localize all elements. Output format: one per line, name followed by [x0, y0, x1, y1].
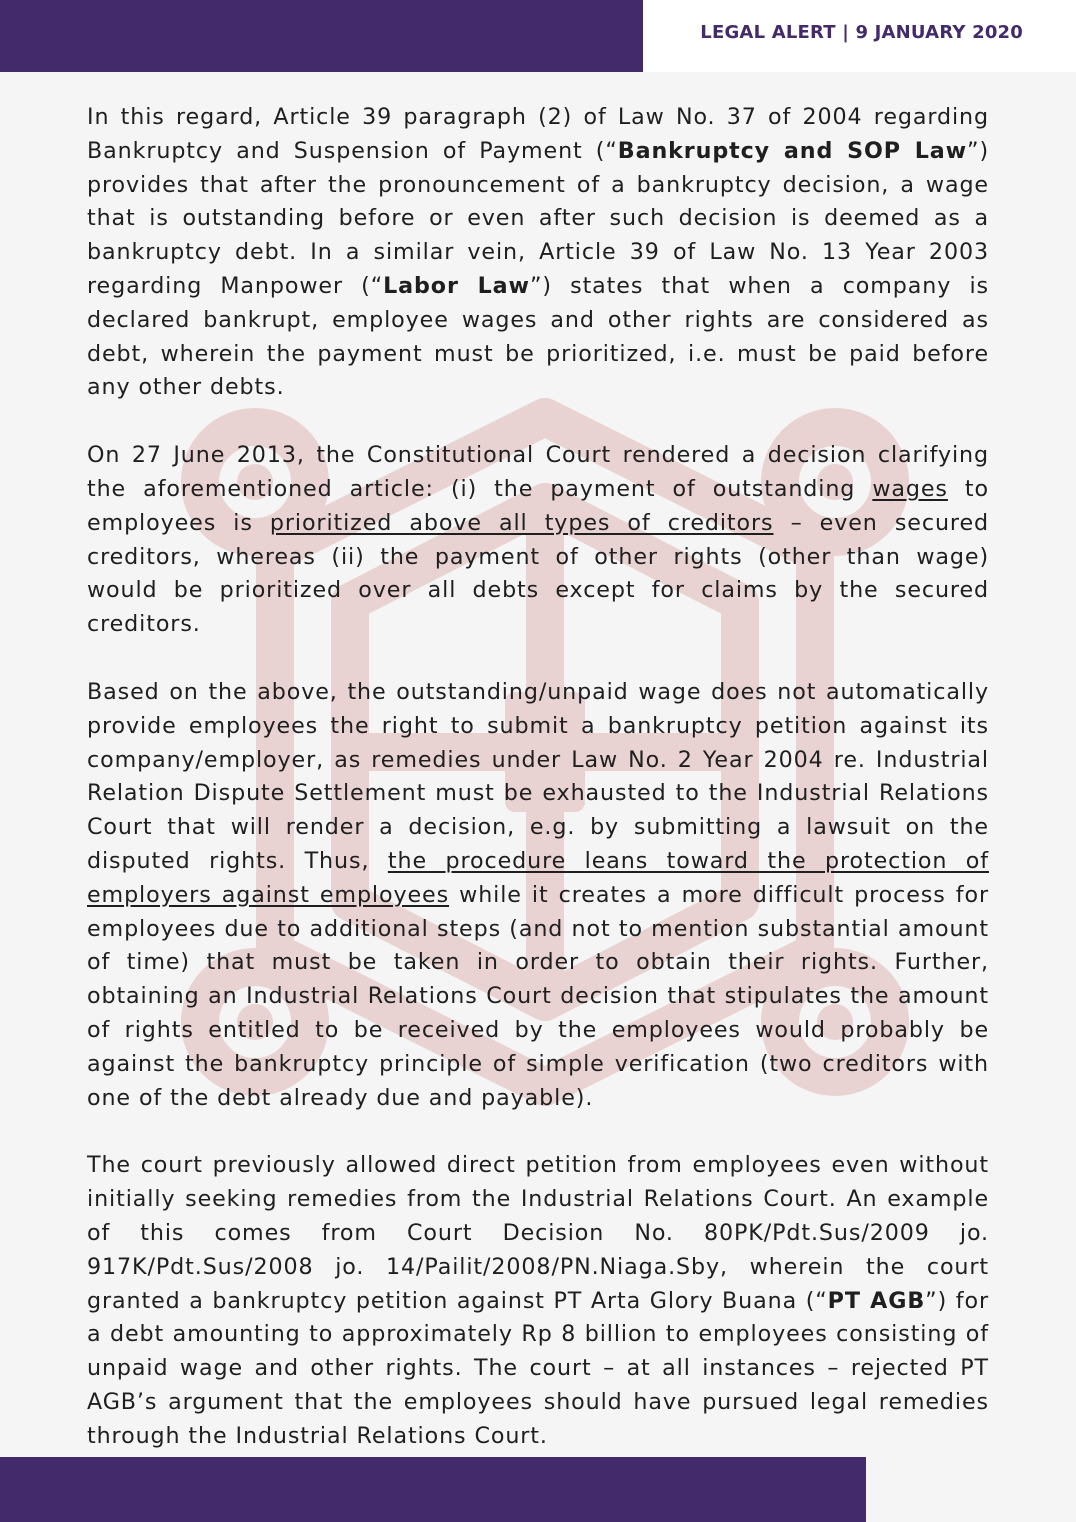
p1-text-e: ”) states that when a company is declared bankrupt, employee wages and other rights are considered as debt, wherein the payment must be prioritized, i.e. must be paid before any other debts.	[87, 272, 989, 401]
p1-bold-term-bankruptcy-sop-law: Bankruptcy and SOP Law	[617, 137, 968, 164]
p4-text-c: ”) for a debt amounting to approximately Rp 8 billion to employees consisting of unpaid wage and other rights. The court – at all instances – rejected PT AGB’s argument that the employees should have pursued legal remedies through the Industrial Relations Court.	[87, 1287, 989, 1449]
paragraph-3	[87, 676, 989, 1115]
p3-underlined-procedure: the procedure leans toward the protection of employers against employees	[87, 847, 989, 908]
p2-text-e: – even secured creditors, whereas (ii) the payment of other rights (other than wage) would be prioritized over all debts except for claims by the secured creditors.	[87, 509, 989, 638]
header-accent-bar	[0, 0, 643, 72]
p3-text-c: while it creates a more difficult process for employees due to additional steps (and not to mention substantial amount of time) that must be taken in order to obtain their rights. Further, obtaining an Industrial Relations Court decision that stipulates the amount of rights entitled to be received by the employees would probably be against the bankruptcy principle of simple verification (two creditors with one of the debt already due and payable).	[87, 881, 989, 1111]
paragraph-4	[87, 1149, 989, 1453]
p4-bold-term-pt-agb: PT AGB	[827, 1287, 926, 1314]
p2-text-a: On 27 June 2013, the Constitutional Court rendered a decision clarifying the aforementioned article: (i) the payment of outstanding	[87, 442, 989, 502]
p4-text-a: The court previously allowed direct petition from employees even without initially seeking remedies from the Industrial Relations Court. An example of this comes from Court Decision No. 80PK/Pdt.Sus/2009 jo. 917K/Pdt.Sus/2008 jo. 14/Pailit/2008/PN.Niaga.Sby, wherein the court granted a bankruptcy petition against PT Arta Glory Buana (“	[87, 1152, 989, 1314]
article-body	[87, 101, 989, 1487]
p3-text-a: Based on the above, the outstanding/unpaid wage does not automatically provide employees the right to submit a bankruptcy petition against its company/employer, as remedies under Law No. 2 Year 2004 re. Industrial Relation Dispute Settlement must be exhausted to the Industrial Relations Court that will render a decision, e.g. by submitting a lawsuit on the disputed rights. Thus,	[87, 678, 989, 874]
footer-accent-bar	[0, 1457, 866, 1522]
p1-text-c: ”) provides that after the pronouncement of a bankruptcy decision, a wage that is outstanding before or even after such decision is deemed as a bankruptcy debt. In a similar vein, Article 39 of Law No. 13 Year 2003 regarding Manpower (“	[87, 137, 989, 299]
p1-bold-term-labor-law: Labor Law	[383, 272, 530, 299]
p2-underlined-priority: prioritized above all types of creditors	[269, 509, 774, 536]
header	[0, 0, 1076, 72]
paragraph-2	[87, 439, 989, 642]
p1-text-a: In this regard, Article 39 paragraph (2) of Law No. 37 of 2004 regarding Bankruptcy and Suspension of Payment (“	[87, 104, 989, 164]
header-label: LEGAL ALERT | 9 JANUARY 2020	[700, 22, 1023, 43]
paragraph-1	[87, 101, 989, 405]
p2-text-c: to employees is	[87, 475, 990, 536]
p2-underlined-wages: wages	[872, 475, 948, 502]
